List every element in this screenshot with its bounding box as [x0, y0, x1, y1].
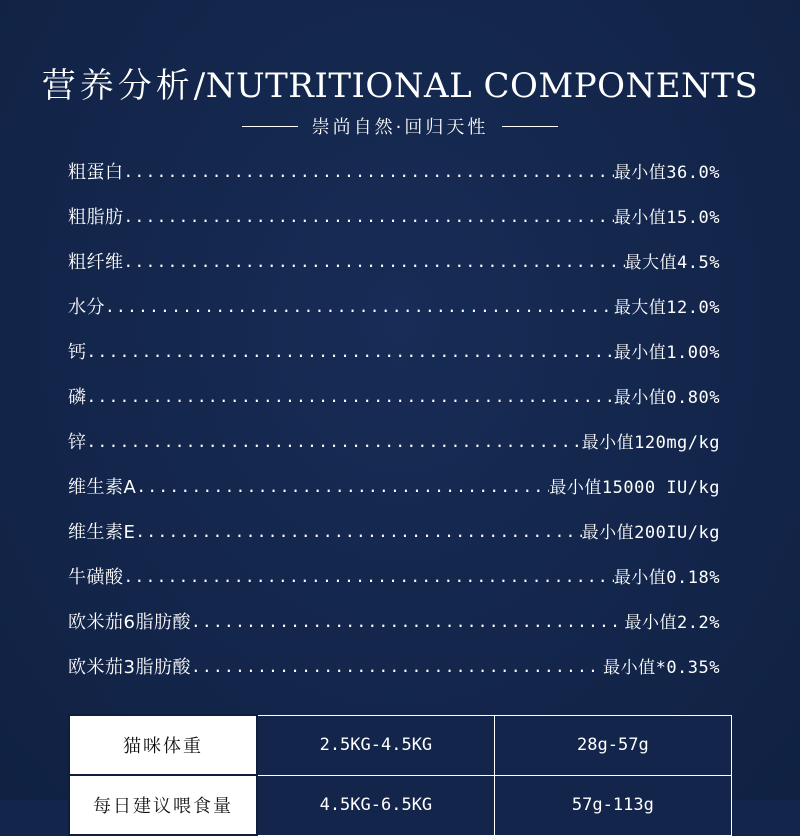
nutrient-list	[68, 148, 720, 688]
nutrient-name: 钙	[68, 341, 87, 363]
dot-leader	[105, 297, 614, 316]
title-chinese: 营养分析	[41, 66, 194, 106]
nutrient-row	[68, 553, 720, 598]
nutrient-row	[68, 373, 720, 418]
feed-amount-cell: 57g-113g	[494, 775, 731, 835]
nutrient-value: 最小值15.0%	[613, 208, 720, 228]
page-title	[0, 58, 800, 107]
nutrient-value: 最小值0.18%	[613, 568, 720, 588]
dot-leader	[87, 432, 582, 451]
nutrient-row	[68, 418, 720, 463]
dot-leader	[124, 162, 614, 181]
nutrient-row	[68, 148, 720, 193]
nutrient-value: 最小值2.2%	[624, 613, 720, 633]
feed-amount-cell: 28g-57g	[494, 715, 731, 775]
dot-leader	[124, 252, 625, 271]
nutrient-name: 粗蛋白	[68, 161, 124, 183]
nutrient-name: 粗脂肪	[68, 206, 124, 228]
row-label: 每日建议喂食量	[69, 775, 257, 835]
weight-range-cell: 2.5KG-4.5KG	[257, 715, 494, 775]
nutrient-row	[68, 643, 720, 688]
nutrient-value: 最大值12.0%	[613, 298, 720, 318]
nutrient-row	[68, 598, 720, 643]
nutrient-row	[68, 463, 720, 508]
feeding-guide-table	[68, 714, 732, 836]
nutrient-row	[68, 238, 720, 283]
nutrient-row	[68, 283, 720, 328]
nutrient-row	[68, 508, 720, 553]
nutrient-value: 最小值1.00%	[613, 343, 720, 363]
weight-range-cell: 4.5KG-6.5KG	[257, 775, 494, 835]
dot-leader	[124, 567, 614, 586]
nutrient-name: 维生素E	[68, 521, 136, 543]
nutrient-value: 最小值200IU/kg	[581, 523, 720, 543]
dot-leader	[135, 522, 581, 541]
nutrient-name: 牛磺酸	[68, 566, 124, 588]
nutrient-value: 最小值120mg/kg	[581, 433, 720, 453]
nutrient-name: 水分	[68, 296, 105, 318]
row-label: 猫咪体重	[69, 715, 257, 775]
nutrient-row	[68, 193, 720, 238]
nutrient-value: 最小值15000 IU/kg	[549, 478, 720, 498]
dot-leader	[191, 657, 603, 676]
dot-leader	[87, 387, 614, 406]
dot-leader	[136, 477, 549, 496]
title-english: /NUTRITIONAL COMPONENTS	[193, 66, 759, 106]
nutrient-name: 欧米茄6脂肪酸	[68, 611, 191, 633]
dot-leader	[191, 612, 625, 631]
dot-leader	[87, 342, 614, 361]
nutrient-name: 锌	[68, 431, 87, 453]
nutrient-value: 最小值0.80%	[613, 388, 720, 408]
dot-leader	[124, 207, 614, 226]
nutrient-value: 最大值4.5%	[624, 253, 720, 273]
table-row	[69, 715, 732, 775]
subtitle	[0, 114, 800, 138]
nutrient-name: 欧米茄3脂肪酸	[68, 656, 191, 678]
subtitle-text: 崇尚自然·回归天性	[311, 117, 489, 138]
subtitle-right-rule	[502, 126, 558, 127]
nutrient-name: 粗纤维	[68, 251, 124, 273]
nutrient-name: 磷	[68, 386, 87, 408]
table-row	[69, 775, 732, 835]
subtitle-left-rule	[242, 126, 298, 127]
nutrient-value: 最小值36.0%	[613, 163, 720, 183]
nutrient-value: 最小值*0.35%	[603, 658, 720, 678]
nutrient-name: 维生素A	[68, 476, 137, 498]
nutrient-row	[68, 328, 720, 373]
